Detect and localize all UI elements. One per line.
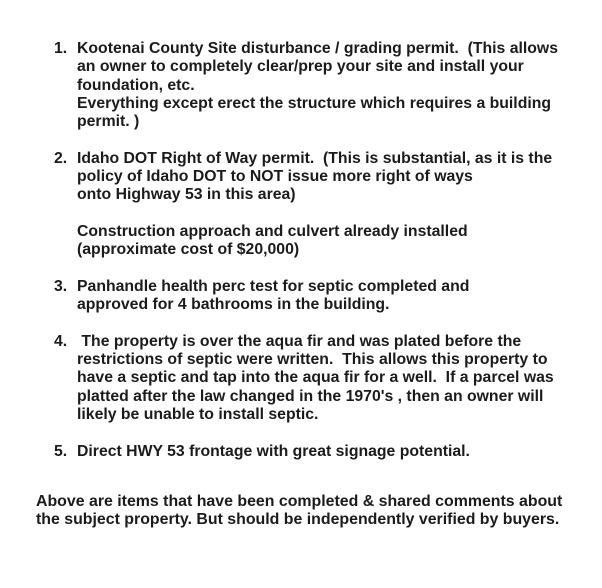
list-item-text: Idaho DOT Right of Way permit. (This is substantial, as it is the policy of Idaho DOT to NOT issue more right of ways onto Highway 53 in this area) Construction approach and culvert already installed (approximate cost of $20,000)	[77, 149, 553, 259]
list-item-text: Kootenai County Site disturbance / grading permit. (This allows an owner to completely clear/prep your site and install your foundation, etc. Everything except erect the structure which requires a building permit. )	[77, 40, 558, 131]
list-item-text: Panhandle health perc test for septic completed and approved for 4 bathrooms in the building.	[77, 277, 470, 314]
list-item-number: 1.	[54, 40, 68, 57]
list-item	[54, 443, 558, 461]
list-item	[54, 278, 558, 315]
list-item	[54, 40, 558, 131]
list-item-text: Direct HWY 53 frontage with great signage potential.	[77, 442, 470, 460]
list-item-text: The property is over the aqua fir and was plated before the restrictions of septic were written. This allows this property to have a septic and tap into the aqua fir for a well. If a parcel was platted after the law changed in the 1970's , then an owner will likely be unable to install septic.	[77, 332, 554, 423]
list-item-number: 3.	[54, 277, 68, 295]
list-item-number: 4.	[54, 332, 68, 350]
list-item	[54, 333, 558, 424]
footer-disclaimer: Above are items that have been completed & shared comments about the subject property. But should be independently verified by buyers.	[36, 493, 563, 529]
list-item-number: 5.	[54, 442, 68, 460]
list-item-number: 2.	[54, 149, 68, 167]
numbered-list	[54, 40, 558, 461]
list-item	[54, 150, 558, 260]
